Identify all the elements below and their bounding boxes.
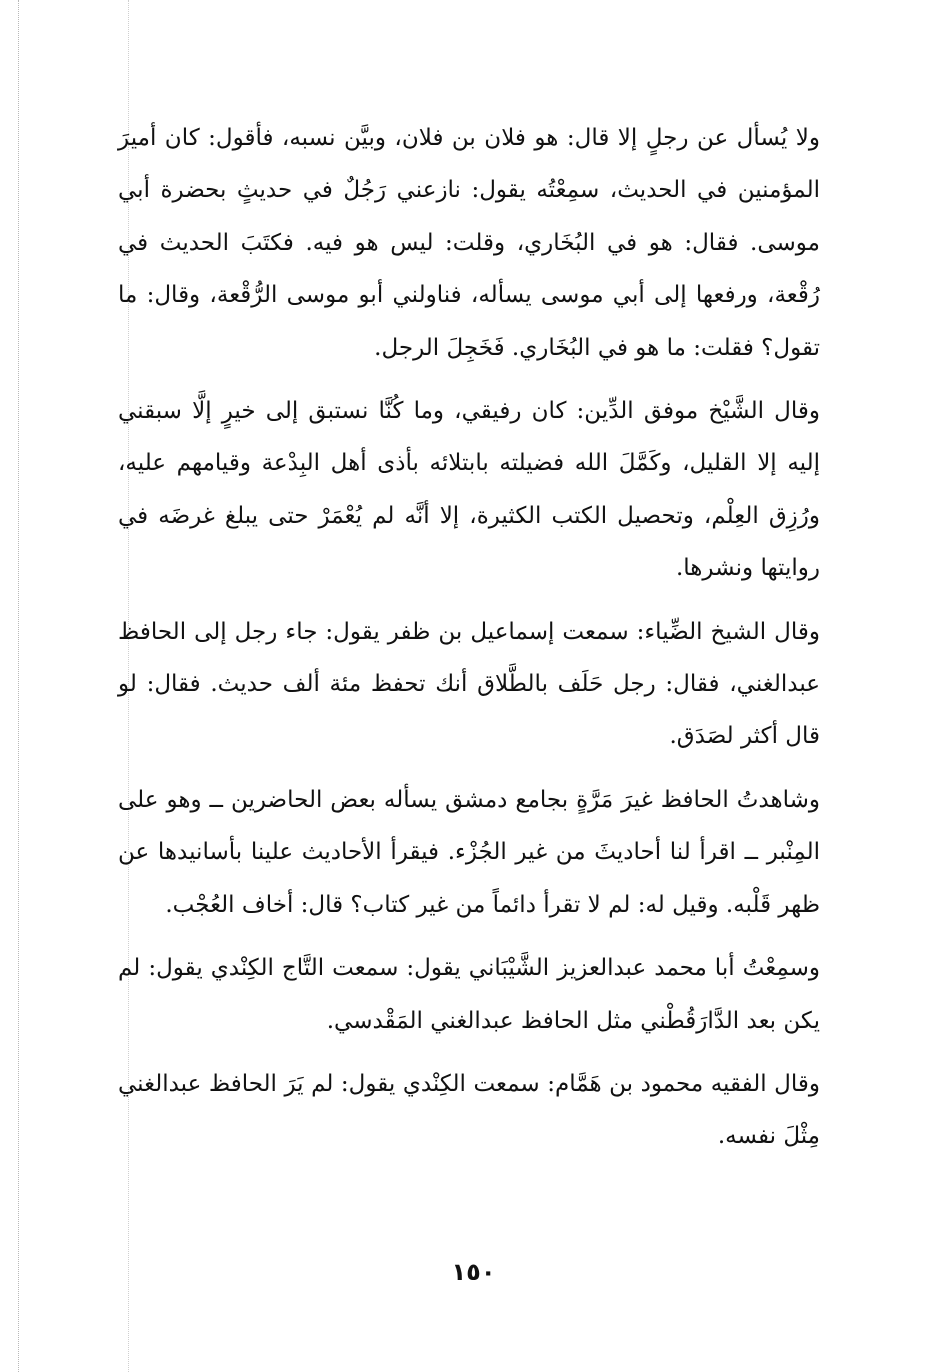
scan-edge-dotted-line-left <box>18 0 19 1372</box>
paragraph-3: وقال الشيخ الضِّياء: سمعت إسماعيل بن ظفر يقول: جاء رجل إلى الحافظ عبدالغني، فقال: رجل حَلَف بالطَّلاق أنك تحفظ مئة ألف حديث. فقال: لو قال أكثر لصَدَق. <box>118 618 820 750</box>
paragraph-2: وقال الشَّيْخ موفق الدِّين: كان رفيقي، وما كُنَّا نستبق إلى خيرٍ إلَّا سبقني إليه إلا القليل، وكَمَّلَ الله فضيلته بابتلائه بأذى أهل البِدْعة وقيامهم عليه، ورُزِق العِلْم، وتحصيل الكتب الكثيرة، إلا أنَّه لم يُعْمَرْ حتى يبلغ غرضَه في روايتها ونشرها. <box>118 398 820 582</box>
page-number: ١٥٠ <box>451 1258 496 1286</box>
paragraph-1: ولا يُسأل عن رجلٍ إلا قال: هو فلان بن فلان، وبيَّن نسبه، فأقول: كان أميرَ المؤمنين في الحديث، سمِعْتُه يقول: نازعني رَجُلٌ في حديثٍ بحضرة أبي موسى. فقال: هو في البُخَاري، وقلت: ليس هو فيه. فكتَبَ الحديث في رُقْعة، ورفعها إلى أبي موسى يسأله، فناولني أبو موسى الرُّقْعة، وقال: ما تقول؟ فقلت: ما هو في البُخَاري. فَخَجِلَ الرجل. <box>118 125 820 361</box>
body-text <box>118 112 820 1163</box>
paragraph-6: وقال الفقيه محمود بن هَمَّام: سمعت الكِنْدي يقول: لم يَرَ الحافظ عبدالغني مِثْلَ نفسه. <box>118 1070 820 1150</box>
paragraph-4: وشاهدتُ الحافظ غيرَ مَرَّةٍ بجامع دمشق يسأله بعض الحاضرين ــ وهو على المِنْبر ــ اقرأ لنا أحاديثَ من غير الجُزْء. فيقرأ الأحاديث علينا بأسانيدها عن ظهر قَلْبه. وقيل له: لم لا تقرأ دائماً من غير كتاب؟ قال: أخاف العُجْب. <box>118 786 820 918</box>
paragraph-5: وسمِعْتُ أبا محمد عبدالعزيز الشَّيْبَاني يقول: سمعت التَّاج الكِنْدي يقول: لم يكن بعد الدَّارَقُطْني مثل الحافظ عبدالغني المَقْدسي. <box>118 955 820 1034</box>
